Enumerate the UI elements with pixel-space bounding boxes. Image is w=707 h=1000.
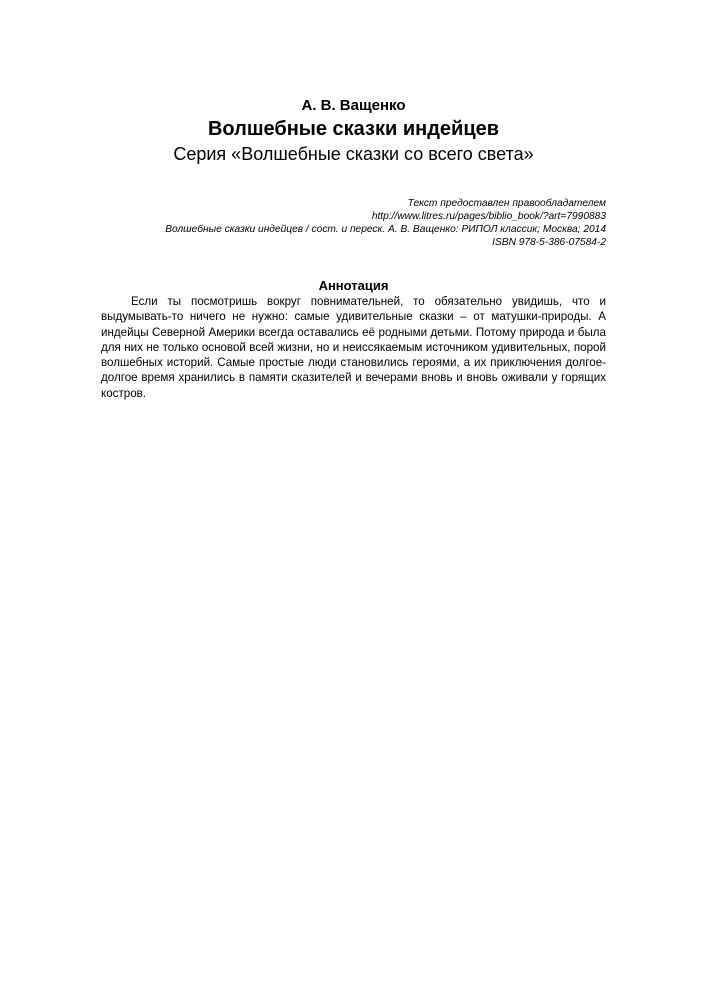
bibliographic-citation: Волшебные сказки индейцев / сост. и переск. А. В. Ващенко: РИПОЛ классик; Москва; 2014 (165, 224, 606, 235)
annotation-heading: Аннотация (318, 278, 389, 293)
book-header (0, 96, 707, 166)
publication-metadata (86, 197, 606, 249)
isbn: ISBN 978-5-386-07584-2 (492, 237, 606, 248)
book-author: А. В. Ващенко (301, 97, 406, 114)
rights-holder-note: Текст предоставлен правообладателем (407, 198, 606, 209)
annotation-text: Если ты посмотришь вокруг повнимательней, то обязательно увидишь, что и выдумывать-то ничего не нужно: самые удивительные сказки – от матушки-природы. А индейцы Северной Америки всегда оставались её родными детьми. Потому природа и была для них не только основой всей жизни, но и неиссякаемым источником удивительных, порой волшебных историй. Самые простые люди становились героями, а их приключения долгое-долгое время хранились в памяти сказителей и вечерами вновь и вновь оживали у горящих костров. (101, 295, 606, 400)
book-title: Волшебные сказки индейцев (207, 118, 500, 140)
book-series: Серия «Волшебные сказки со всего света» (173, 144, 534, 164)
source-url: http://www.litres.ru/pages/biblio_book/?art=7990883 (371, 211, 606, 222)
